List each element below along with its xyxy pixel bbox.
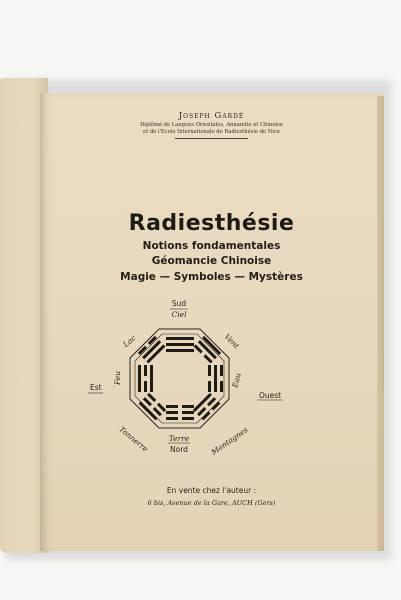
label-ciel: Ciel: [171, 310, 187, 319]
label-montagnes: Montagnes: [209, 425, 250, 457]
subtitle-1: Notions fondamentales: [142, 240, 281, 252]
title-page: [40, 93, 383, 551]
subtitle-2: Géomancie Chinoise: [151, 255, 272, 267]
trigram-montagnes: [193, 393, 221, 421]
affiliation-line-1: Diplômé de Langues Orientales, Annamite et Chinoise: [140, 122, 283, 128]
label-eau: Eau: [230, 372, 243, 389]
trigram-tonnerre: [139, 393, 167, 421]
label-lac: Lac: [121, 333, 138, 349]
sale-notice: En vente chez l'auteur :: [166, 486, 257, 495]
book-title: Radiesthésie: [128, 211, 295, 236]
trigram-lac: [138, 336, 166, 364]
label-terre: Terre: [168, 434, 190, 443]
author-address: 6 bis, Avenue de la Gare, AUCH (Gers): [147, 499, 276, 507]
label-vent: Vent: [222, 332, 241, 351]
trigram-vent: [194, 336, 222, 364]
author-name: Joseph Gardé: [178, 111, 245, 121]
trigram-feu: [138, 365, 153, 392]
trigram-terre: [166, 405, 194, 420]
label-tonnerre: Tonnerre: [117, 424, 150, 454]
page-edge: [377, 96, 384, 551]
label-est: Est: [90, 383, 102, 392]
bagua-diagram: [40, 93, 383, 551]
affiliation-line-2: et de l'Ecole Internationale de Radiesthésie de Nice: [143, 129, 280, 135]
subtitle-3: Magie — Symboles — Mystères: [120, 271, 303, 283]
label-sud: Sud: [171, 299, 187, 308]
label-ouest: Ouest: [259, 391, 282, 400]
label-nord: Nord: [170, 445, 188, 454]
trigram-eau: [208, 365, 223, 392]
trigram-ciel: [166, 337, 194, 352]
label-feu: Feu: [113, 370, 122, 386]
